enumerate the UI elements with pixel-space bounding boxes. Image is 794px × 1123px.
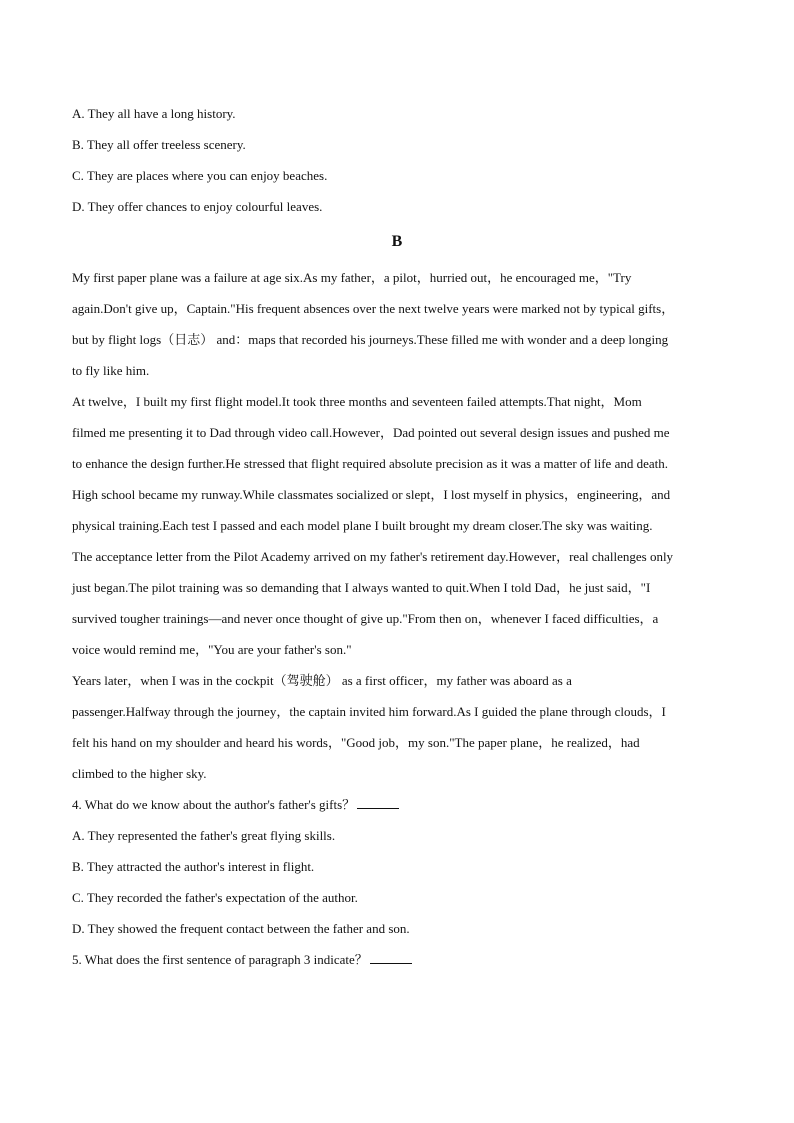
passage-line: again.Don't give up，Captain."His frequent absences over the next twelve years were marked not by typical gifts， xyxy=(72,301,675,316)
option-a: A. They all have a long history. xyxy=(72,106,236,121)
previous-question-options xyxy=(72,98,722,222)
question-4 xyxy=(72,789,722,944)
passage-line: At twelve，I built my first flight model.It took three months and seventeen failed attempts.That night，Mom xyxy=(72,394,642,409)
passage-line: filmed me presenting it to Dad through video call.However，Dad pointed out several design issues and pushed me xyxy=(72,425,670,440)
passage-line: My first paper plane was a failure at age six.As my father，a pilot，hurried out，he encouraged me，"Try xyxy=(72,270,632,285)
passage-line: High school became my runway.While classmates socialized or slept，I lost myself in physics，engineering，and xyxy=(72,487,671,502)
passage-line: to fly like him. xyxy=(72,363,150,378)
passage-line: The acceptance letter from the Pilot Academy arrived on my father's retirement day.However，real challenges only xyxy=(72,549,674,564)
passage-line: to enhance the design further.He stressed that flight required absolute precision as it was a matter of life and death. xyxy=(72,456,668,471)
answer-blank[interactable] xyxy=(370,962,412,964)
passage-line: just began.The pilot training was so demanding that I always wanted to quit.When I told Dad，he just said，"I xyxy=(72,580,651,595)
passage-line: Years later，when I was in the cockpit（驾驶舱） as a first officer，my father was aboard as a xyxy=(72,673,572,688)
question-4-option-b: B. They attracted the author's interest in flight. xyxy=(72,859,315,874)
option-b: B. They all offer treeless scenery. xyxy=(72,137,246,152)
option-d: D. They offer chances to enjoy colourful leaves. xyxy=(72,199,323,214)
reading-passage xyxy=(72,262,722,789)
passage-line: passenger.Halfway through the journey，the captain invited him forward.As I guided the plane through clouds，I xyxy=(72,704,666,719)
question-4-text: 4. What do we know about the author's father's gifts？ xyxy=(72,797,356,812)
question-4-option-d: D. They showed the frequent contact between the father and son. xyxy=(72,921,410,936)
option-c: C. They are places where you can enjoy beaches. xyxy=(72,168,328,183)
question-4-stem xyxy=(72,789,722,820)
question-5-stem xyxy=(72,944,722,975)
question-5 xyxy=(72,944,722,975)
question-4-option-a: A. They represented the father's great flying skills. xyxy=(72,828,336,843)
question-5-text: 5. What does the first sentence of paragraph 3 indicate？ xyxy=(72,952,368,967)
passage-line: but by flight logs（日志） and：maps that recorded his journeys.These filled me with wonder and a deep longing xyxy=(72,332,669,347)
passage-line: felt his hand on my shoulder and heard his words，"Good job，my son."The paper plane，he realized，had xyxy=(72,735,640,750)
answer-blank[interactable] xyxy=(357,807,399,809)
passage-line: voice would remind me，"You are your father's son." xyxy=(72,642,352,657)
question-4-option-c: C. They recorded the father's expectation of the author. xyxy=(72,890,358,905)
passage-line: survived tougher trainings—and never once thought of give up."From then on，whenever I faced difficulties，a xyxy=(72,611,659,626)
passage-line: physical training.Each test I passed and each model plane I built brought my dream closer.The sky was waiting. xyxy=(72,518,653,533)
page-content xyxy=(72,98,722,975)
passage-line: climbed to the higher sky. xyxy=(72,766,207,781)
section-title: B xyxy=(391,233,403,250)
